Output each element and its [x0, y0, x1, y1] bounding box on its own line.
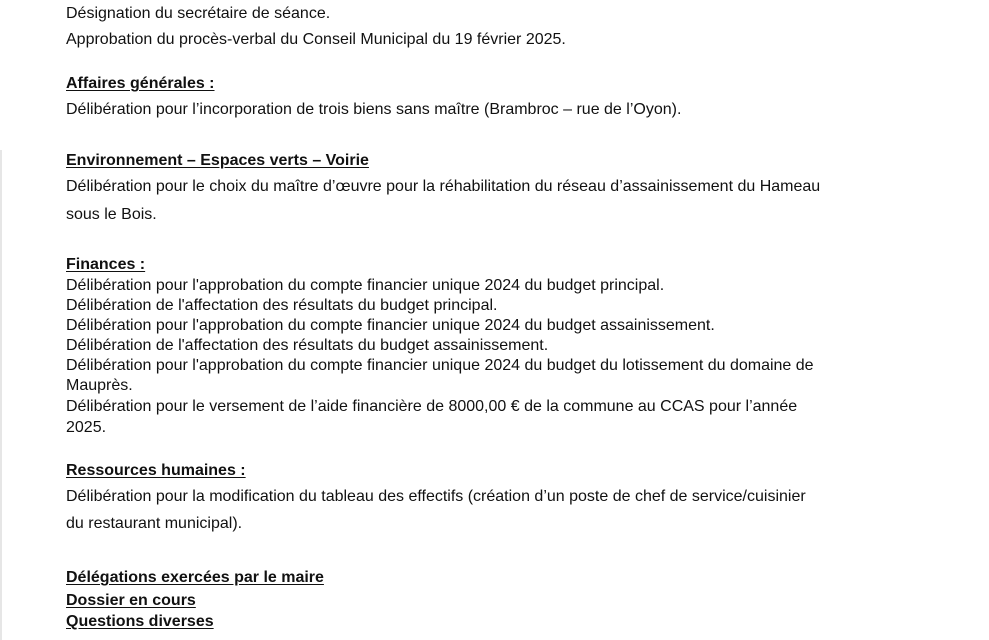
section-heading-mayor-delegations: Délégations exercées par le maire [66, 569, 324, 586]
agenda-item: Délibération de l'affectation des résultats du budget assainissement. [66, 337, 549, 354]
section-heading-ongoing-files: Dossier en cours [66, 592, 196, 609]
agenda-item-minutes-approval: Approbation du procès-verbal du Conseil Municipal du 19 février 2025. [66, 31, 566, 48]
agenda-item: Délibération pour l'approbation du compte financier unique 2024 du budget assainissement. [66, 317, 715, 334]
agenda-item: Délibération pour le choix du maître d’œuvre pour la réhabilitation du réseau d’assainissement du Hameau [66, 178, 821, 195]
agenda-item: Délibération pour l'approbation du compte financier unique 2024 du budget principal. [66, 277, 665, 294]
agenda-item: Délibération de l'affectation des résultats du budget principal. [66, 297, 498, 314]
agenda-item: Délibération pour l'approbation du compte financier unique 2024 du budget du lotissement du domaine de [66, 357, 814, 374]
agenda-item-continuation: Mauprès. [66, 377, 133, 394]
page-edge-shadow [0, 150, 2, 640]
section-heading-miscellaneous-questions: Questions diverses [66, 613, 214, 630]
agenda-item: Délibération pour l’incorporation de trois biens sans maître (Brambroc – rue de l’Oyon). [66, 101, 682, 118]
agenda-item: Délibération pour la modification du tableau des effectifs (création d’un poste de chef de service/cuisinier [66, 488, 806, 505]
agenda-item-continuation: sous le Bois. [66, 206, 157, 223]
section-heading-human-resources: Ressources humaines : [66, 462, 246, 479]
section-heading-general-affairs: Affaires générales : [66, 75, 215, 92]
section-heading-finances: Finances : [66, 256, 146, 273]
agenda-item-secretary: Désignation du secrétaire de séance. [66, 5, 331, 22]
section-heading-environment: Environnement – Espaces verts – Voirie [66, 152, 369, 169]
agenda-item-continuation: du restaurant municipal). [66, 515, 243, 532]
agenda-item-continuation: 2025. [66, 419, 107, 436]
agenda-item: Délibération pour le versement de l’aide financière de 8000,00 € de la commune au CCAS pour l’année [66, 398, 798, 415]
